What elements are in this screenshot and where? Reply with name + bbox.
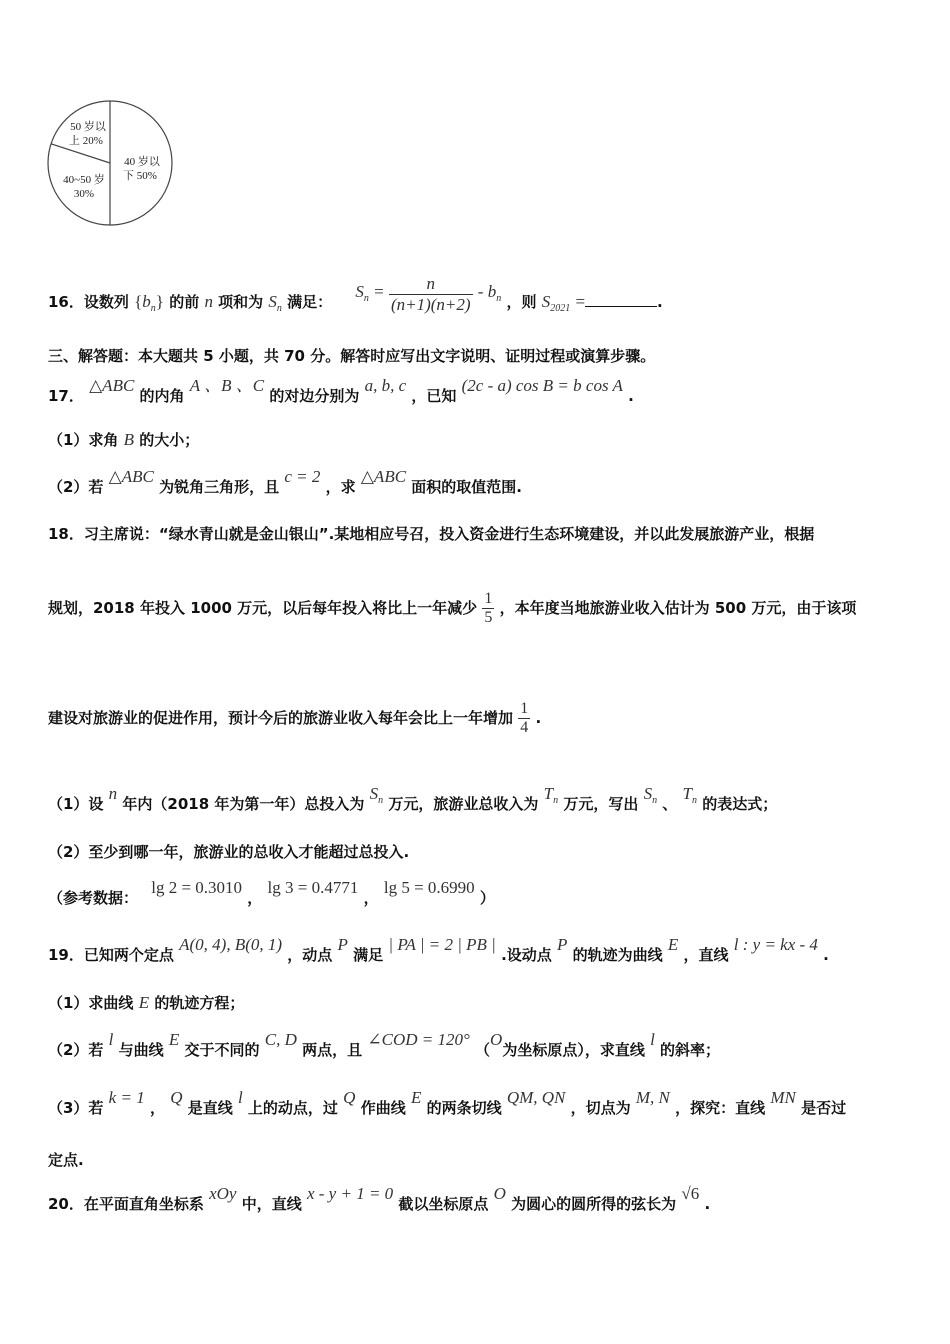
q19-text-2: ，动点 <box>287 946 333 964</box>
q19-p2-E: E <box>168 1030 180 1049</box>
q17-p2-text-2: 为锐角三角形，且 <box>159 478 280 496</box>
q17-text-2: 的对边分别为 <box>269 387 360 405</box>
q19-p3-text-8: ，探究：直线 <box>675 1099 766 1117</box>
q19-p2-l-2: l <box>650 1030 655 1049</box>
q17-p2-triangle-2: △ABC <box>360 467 407 486</box>
q16-minus-b: - $b_n$ <box>477 282 502 304</box>
section-3-heading: 三、解答题：本大题共 5 小题，共 70 分。解答时应写出文字说明、证明过程或演算步骤。 <box>48 347 656 365</box>
q20-text-4: 为圆心的圆所得的弦长为 <box>511 1195 677 1213</box>
q19-p3-text-9: 是否过 <box>801 1099 847 1117</box>
q18-lg5: lg 5 = 0.6990 <box>383 878 475 897</box>
q19-p3-MN: M, N <box>635 1088 670 1107</box>
q16-eq2: = <box>575 292 586 311</box>
q18-p1-text-2: 年内（2018 年为第一年）总投入为 <box>122 795 365 813</box>
q18-fraction-1-5 <box>482 590 494 627</box>
q18-p1-Sn-2: $S_n$ <box>643 784 658 806</box>
q18-part-2: （2）至少到哪一年，旅游业的总收入才能超过总投入. <box>48 843 410 861</box>
q18-frac1-den: 5 <box>484 609 493 626</box>
q16-eq-sign: = <box>374 282 384 301</box>
q18-text-2: ，本年度当地旅游业收入估计为 500 万元，由于该项 <box>499 599 857 617</box>
q20-O: O <box>493 1184 506 1203</box>
pie-label-under-40-2: 下 50% <box>123 170 157 182</box>
q17-triangle: △ABC <box>89 376 135 395</box>
q17-part-1 <box>48 429 199 450</box>
q18-text-1: 规划，2018 年投入 1000 万元，以后每年投入将比上一年减少 <box>48 599 478 617</box>
q19-p3-text-6: 的两条切线 <box>426 1099 502 1117</box>
q16-eq-lhs: $S_n$ <box>355 282 369 304</box>
q19-p3-k: k = 1 <box>108 1088 145 1107</box>
q19-p2-text-6: 为坐标原点），求直线 <box>502 1041 645 1059</box>
q18-lg2: lg 2 = 0.3010 <box>151 878 243 897</box>
q18-text-3: 建设对旅游业的促进作用，预计今后的旅游业收入每年会比上一年增加 <box>48 709 514 727</box>
q17-part-2 <box>48 467 522 497</box>
q17-text-3: ，已知 <box>411 387 457 405</box>
q19-E: E <box>667 935 679 954</box>
q16-end: . <box>657 293 663 311</box>
q17-p2-c: c = 2 <box>284 467 321 486</box>
q16-text-3: 满足： <box>287 293 333 311</box>
q19-p2-l: l <box>108 1030 114 1049</box>
pie-label-50-plus-1: 50 岁以 <box>70 121 106 133</box>
q17-angles: A 、B 、C <box>189 376 265 395</box>
q19-p3-text-4: 上的动点，过 <box>247 1099 338 1117</box>
q19-part-2 <box>48 1030 721 1060</box>
q20-text-2: 中，直线 <box>241 1195 302 1213</box>
q19-part-3 <box>48 1088 847 1118</box>
q19-part-1 <box>48 992 244 1013</box>
q18-line-3 <box>48 700 541 737</box>
q19-p2-text-1: （2）若 <box>48 1041 104 1059</box>
q19-p3-E: E <box>410 1088 422 1107</box>
q17-p2-triangle: △ABC <box>108 467 154 486</box>
q19-p3-text-7: ，切点为 <box>570 1099 631 1117</box>
q17-condition: (2c - a) cos B = b cos A <box>461 376 623 395</box>
q19-p3-l: l <box>237 1088 243 1107</box>
q19-points: A(0, 4), B(0, 1) <box>179 935 283 954</box>
q19-p2-text-4: 两点，且 <box>302 1041 363 1059</box>
q17-end: . <box>628 387 634 405</box>
q18-p1-text-1: （1）设 <box>48 795 104 813</box>
q17-p2-text-4: 面积的取值范围. <box>411 478 522 496</box>
q19-text-5: 的轨迹为曲线 <box>572 946 663 964</box>
q16-text-4: ，则 <box>506 293 537 311</box>
q18-frac2-den: 4 <box>520 719 529 736</box>
q19-p3-text-1: （3）若 <box>48 1099 104 1117</box>
q18-part-1 <box>48 784 778 814</box>
q19-p1-text-1: （1）求曲线 <box>48 994 134 1012</box>
q18-lg3: lg 3 = 0.4771 <box>267 878 359 897</box>
q18-comma-1: ， <box>247 889 263 907</box>
q18-p1-n: n <box>108 784 118 803</box>
q18-ref-text-2: ） <box>479 889 495 907</box>
q16-frac-den: (n+1)(n+2) <box>390 295 471 314</box>
q16-fraction <box>389 274 473 315</box>
q18-comma-2: ， <box>363 889 379 907</box>
q19-line-eq: l : y = kx - 4 <box>733 935 818 954</box>
q18-text-4: . <box>535 709 542 727</box>
q16-frac-num: n <box>426 274 436 293</box>
q20-text-1: 20．在平面直角坐标系 <box>48 1195 204 1213</box>
q18-p1-Tn-2: $T_n$ <box>682 784 698 806</box>
q18-p1-Tn: $T_n$ <box>543 784 559 806</box>
question-16 <box>48 274 663 323</box>
q16-n: n <box>204 292 213 311</box>
question-17 <box>48 376 634 406</box>
age-pie-chart <box>44 96 176 230</box>
q19-p3-Q-2: Q <box>343 1088 356 1107</box>
pie-label-under-40-1: 40 岁以 <box>124 156 160 168</box>
q19-P-2: P <box>557 935 568 954</box>
pie-label-40-50-1: 40~50 岁 <box>63 174 105 186</box>
pie-label-40-50-2: 30% <box>73 188 95 200</box>
q18-p1-Sn: $S_n$ <box>369 784 384 806</box>
q18-reference-data <box>48 878 495 908</box>
q19-p3-Q: Q <box>170 1088 183 1107</box>
q16-text-2: 项和为 <box>218 293 264 311</box>
q16-Sn: $S_n$ <box>268 292 282 314</box>
q18-line-1: 18．习主席说：“绿水青山就是金山银山”.某地相应号召，投入资金进行生态环境建设，并以此发展旅游产业，根据 <box>48 525 815 543</box>
q19-p2-CD: C, D <box>264 1030 297 1049</box>
q20-sqrt6: √6 <box>681 1184 700 1203</box>
q18-p1-sep: 、 <box>662 795 678 813</box>
pie-label-50-plus-2: 上 20% <box>69 135 103 147</box>
q19-text-3: 满足 <box>353 946 384 964</box>
q19-p3-QM-QN: QM, QN <box>506 1088 566 1107</box>
q20-line-eq: x - y + 1 = 0 <box>306 1184 394 1203</box>
q17-p1-text-1: （1）求角 <box>48 431 119 449</box>
q17-text-1: 的内角 <box>139 387 185 405</box>
q19-text-4: .设动点 <box>501 946 552 964</box>
q19-p1-text-2: 的轨迹方程； <box>154 994 245 1012</box>
q16-prefix: 16．设数列 <box>48 293 129 311</box>
q18-frac2-num: 1 <box>520 700 529 717</box>
q19-p2-text-2: 与曲线 <box>118 1041 164 1059</box>
q16-text-1: 的前 <box>169 293 200 311</box>
q20-xOy: xOy <box>209 1184 237 1203</box>
q16-S2021: $S_{2021}$ <box>541 292 571 314</box>
q17-sides: a, b, c <box>364 376 407 395</box>
q18-p1-text-5: 的表达式； <box>702 795 778 813</box>
q18-frac1-num: 1 <box>484 590 493 607</box>
q19-text-1: 19．已知两个定点 <box>48 946 174 964</box>
q19-P: P <box>337 935 348 954</box>
q20-text-3: 截以坐标原点 <box>398 1195 489 1213</box>
q18-line-2 <box>48 590 856 627</box>
q17-prefix: 17． <box>48 387 84 405</box>
q16-seq: $\{b_n\}$ <box>134 292 164 314</box>
q19-p3-text-5: 作曲线 <box>360 1099 406 1117</box>
q19-p2-angle: ∠COD = 120° <box>367 1030 470 1049</box>
q19-p2-text-7: 的斜率； <box>660 1041 721 1059</box>
q19-p3-text-3: 是直线 <box>187 1099 233 1117</box>
q19-p2-text-5: （ <box>475 1041 491 1059</box>
q20-end: . <box>704 1195 711 1213</box>
q19-text-6: ，直线 <box>683 946 729 964</box>
q19-part-3-cont: 定点. <box>48 1151 84 1169</box>
q18-p1-text-3: 万元，旅游业总收入为 <box>388 795 539 813</box>
question-19 <box>48 935 829 965</box>
question-20 <box>48 1184 711 1214</box>
q19-end: . <box>823 946 829 964</box>
q17-p2-text-3: ，求 <box>325 478 356 496</box>
q19-p2-O: O <box>490 1030 503 1049</box>
q17-p1-text-2: 的大小； <box>139 431 200 449</box>
q17-p2-text-1: （2）若 <box>48 478 104 496</box>
q19-p3-text-2: ， <box>149 1099 165 1117</box>
q18-p1-text-4: 万元，写出 <box>563 795 639 813</box>
q18-ref-text-1: （参考数据： <box>48 889 139 907</box>
q19-p1-E: E <box>138 993 150 1012</box>
q18-fraction-1-4 <box>518 700 530 737</box>
q19-p3-MN-2: MN <box>770 1088 796 1107</box>
q17-p1-B: B <box>123 430 135 449</box>
q16-answer-blank <box>585 306 657 307</box>
q19-condition: | PA | = 2 | PB | <box>388 935 496 954</box>
q19-p2-text-3: 交于不同的 <box>184 1041 260 1059</box>
